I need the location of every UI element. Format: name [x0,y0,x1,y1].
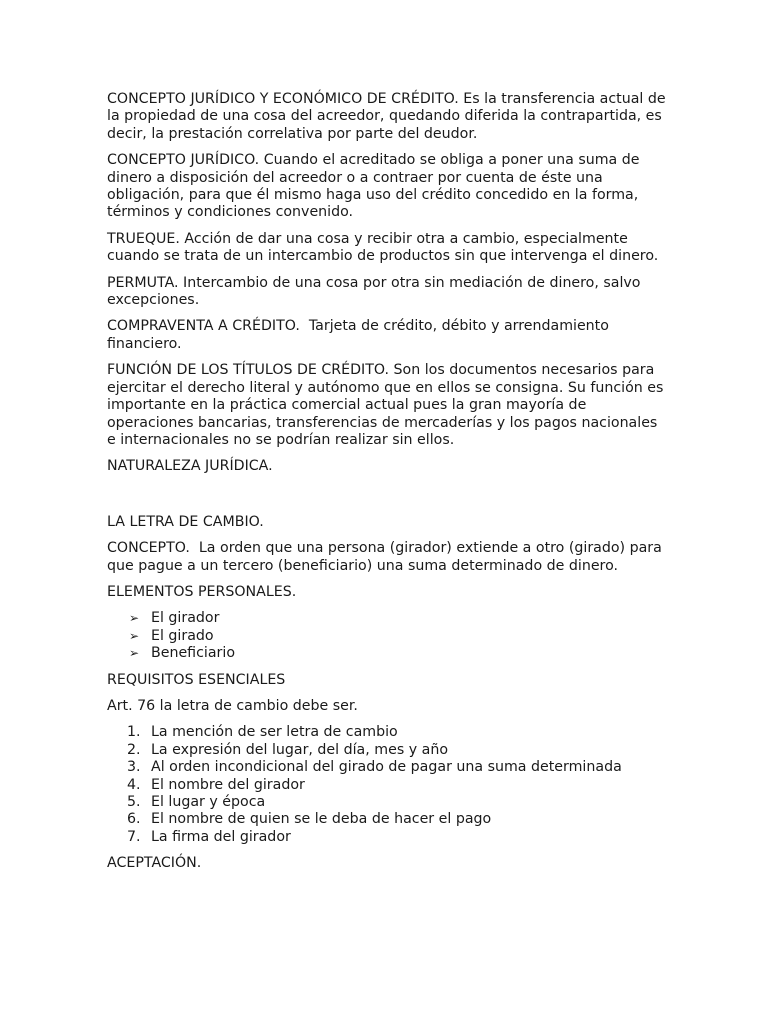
list-number: 7. [127,828,141,845]
list-number: 5. [127,794,141,810]
list-item-text: El lugar y época [151,794,266,810]
heading-elementos-personales: ELEMENTOS PERSONALES. [107,583,297,600]
list-item-text: El nombre de quien se le deba de hacer el pago [151,811,492,828]
list-number: 4. [127,776,141,793]
list-number: 2. [127,741,141,758]
list-number: 6. [127,811,141,828]
list-item-text: La mención de ser letra de cambio [151,724,398,741]
list-item-text: Beneficiario [151,645,236,662]
paragraph-permuta: PERMUTA. Intercambio de una cosa por otra sin mediación de dinero, salvo excepciones. [107,274,645,309]
paragraph-art-76: Art. 76 la letra de cambio debe ser. [107,697,358,714]
list-item [107,645,667,662]
paragraph-concepto-juridico: CONCEPTO JURÍDICO. Cuando el acreditado se obliga a poner una suma de dinero a disposición del acreedor o a contraer por cuenta de éste una obligación, para que él mismo haga uso del crédito concedido en la forma, términos y condiciones convenido. [107,152,645,221]
list-item [107,628,667,645]
list-number: 1. [127,724,141,741]
requisitos-list [107,724,667,846]
paragraph-concepto-juridico-economico: CONCEPTO JURÍDICO Y ECONÓMICO DE CRÉDITO. Es la transferencia actual de la propiedad de una cosa del acreedor, quedando diferida la contrapartida, es decir, la prestación correlativa por parte del deudor. [107,91,671,142]
document-body [107,91,671,882]
list-number: 3. [127,759,141,776]
list-item [107,742,667,759]
list-item [107,610,667,627]
paragraph-funcion-titulos: FUNCIÓN DE LOS TÍTULOS DE CRÉDITO. Son los documentos necesarios para ejercitar el derecho literal y autónomo que en ellos se consigna. Su función es importante en la práctica comercial actual pues la gran mayoría de operaciones bancarias, transferencias de mercaderías y los pagos nacionales e internacionales no se podrían realizar sin ellos. [107,362,668,448]
heading-aceptacion: ACEPTACIÓN. [107,855,202,872]
heading-requisitos-esenciales: REQUISITOS ESENCIALES [107,671,286,688]
heading-naturaleza-juridica: NATURALEZA JURÍDICA. [107,458,273,475]
arrow-bullet-icon: ➢ [129,611,140,626]
paragraph-concepto-letra: CONCEPTO. La orden que una persona (girador) extiende a otro (girado) para que pague a un tercero (beneficiario) una suma determinado de dinero. [107,540,667,574]
paragraph-compraventa: COMPRAVENTA A CRÉDITO. Tarjeta de crédito, débito y arrendamiento financiero. [107,318,614,352]
list-item [107,777,667,794]
list-item [107,794,667,811]
paragraph-trueque: TRUEQUE. Acción de dar una cosa y recibir otra a cambio, especialmente cuando se trata de un intercambio de productos sin que intervenga el dinero. [107,230,659,265]
list-item [107,724,667,741]
list-item-text: Al orden incondicional del girado de pagar una suma determinada [151,759,622,776]
heading-letra-de-cambio: LA LETRA DE CAMBIO. [107,513,264,530]
list-item-text: El girador [151,610,220,627]
list-item-text: El nombre del girador [151,776,305,793]
list-item [107,829,667,846]
list-item-text: La expresión del lugar, del día, mes y año [151,741,448,758]
elementos-personales-list [107,610,667,662]
list-item-text: La firma del girador [151,828,291,845]
arrow-bullet-icon: ➢ [129,646,140,661]
list-item [107,811,667,828]
arrow-bullet-icon: ➢ [129,628,140,643]
list-item-text: El girado [151,627,214,644]
list-item [107,759,667,776]
